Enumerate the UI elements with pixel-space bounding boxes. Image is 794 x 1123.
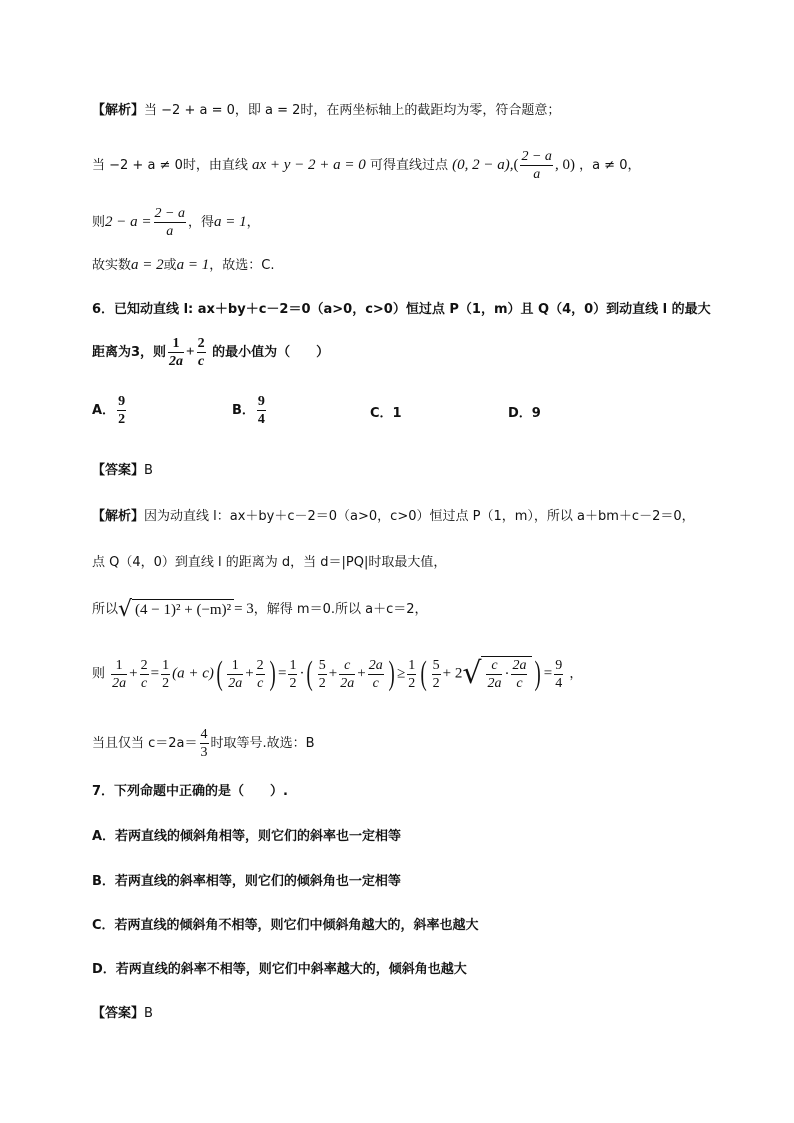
numerator: 1 [111, 657, 127, 675]
question-6-stem-line-1: 6．已知动直线 l: ax＋by＋c－2＝0（a>0，c>0）恒过点 P（1，m）且 Q（4，0）到动直线 l 的最大 [92, 302, 711, 317]
plus-two: + 2 [442, 665, 463, 682]
denominator: c [257, 675, 264, 691]
numerator: 2 − a [154, 206, 185, 221]
question-7-stem: 7．下列命题中正确的是（ ）. [92, 784, 288, 799]
option-fraction [257, 393, 266, 428]
text: 当且仅当 c＝2a＝ [92, 736, 198, 751]
question-6-stem-line-2 [92, 335, 329, 370]
answer-value: B [144, 463, 153, 478]
text: 所以 [92, 602, 119, 617]
q7-option-a: A．若两直线的倾斜角相等，则它们的斜率也一定相等 [92, 829, 402, 844]
analysis-tag: 【解析】 [92, 509, 145, 524]
solution-line-4 [92, 656, 582, 692]
numerator: 1 [162, 657, 170, 673]
result-2: a = 1 [176, 257, 210, 273]
text: ， [569, 666, 583, 682]
denominator: 2 [408, 675, 416, 691]
fraction-c-2a [339, 657, 355, 692]
numerator: 1 [289, 657, 297, 673]
denominator: 2a [169, 354, 184, 369]
text: 可得直线过点 [369, 158, 448, 173]
fraction-9-4 [554, 657, 563, 692]
q7-option-b: B．若两直线的斜率相等，则它们的倾斜角也一定相等 [92, 874, 401, 889]
greater-equal: ≥ [397, 665, 406, 682]
option-label: B． [232, 403, 255, 418]
option-c: C．1 [370, 406, 402, 421]
square-root: √ $\frac{c}{2a}$ · $\frac{2a}{c}$ [462, 656, 532, 692]
analysis-line-3 [92, 205, 260, 240]
denominator: 2 [432, 675, 440, 691]
denominator: c [516, 676, 523, 691]
equals: = 3 [234, 601, 254, 617]
fraction-c-2a [486, 657, 502, 692]
text: ，解得 m＝0.所以 a＋c＝2， [253, 602, 428, 617]
q7-option-d: D．若两直线的斜率不相等，则它们中斜率越大的，倾斜角也越大 [92, 962, 467, 977]
plus: + [129, 665, 138, 682]
text: 距离为3，则 [92, 345, 167, 360]
solution-line-1 [92, 507, 695, 527]
equals: = [543, 665, 553, 682]
denominator: c [198, 354, 205, 369]
equals: = [278, 665, 287, 682]
text: ，得 [187, 215, 214, 230]
fraction-4-3 [200, 726, 209, 761]
fraction [154, 205, 186, 240]
equals: = [150, 665, 160, 682]
numerator: 1 [168, 335, 184, 353]
text: 或 [163, 258, 177, 273]
option-a [92, 393, 128, 428]
text: ，a ≠ 0， [579, 158, 641, 173]
plus: + [245, 665, 254, 682]
fraction-1 [168, 335, 184, 370]
solution-line-3 [92, 596, 428, 622]
denominator: 2a [340, 675, 355, 691]
paren-open: ( [216, 655, 223, 692]
text: 故实数 [92, 258, 132, 273]
denominator: 4 [555, 675, 563, 691]
denominator: 2 [162, 675, 170, 691]
denominator: 4 [257, 412, 265, 427]
paren-open: ( [307, 655, 314, 692]
option-fraction [117, 393, 126, 428]
analysis-line-1 [92, 101, 560, 121]
numerator: 2 − a [521, 149, 552, 164]
numerator: 2 [140, 657, 148, 673]
equation-lhs: 2 − a = [105, 214, 152, 230]
answer-line [92, 461, 153, 481]
numerator: 9 [257, 394, 265, 409]
numerator: 1 [227, 657, 243, 675]
denominator: 2a [112, 675, 127, 691]
numerator: 2 [197, 336, 205, 351]
answer-tag: 【答案】 [92, 463, 145, 478]
solution-line-2: 点 Q（4，0）到直线 l 的距离为 d，当 d＝|PQ|时取最大值， [92, 555, 447, 570]
option-b [232, 393, 268, 428]
text: 则 [92, 666, 106, 682]
numerator: 1 [408, 657, 416, 673]
result-1: a = 2 [131, 257, 164, 273]
denominator: 3 [200, 745, 208, 760]
fraction-half [407, 657, 416, 692]
dot: · [504, 666, 510, 682]
numerator: 2a [512, 658, 527, 673]
plus: + [328, 665, 338, 682]
paren: ( [513, 157, 519, 173]
text: 的最小值为（ ） [212, 345, 330, 360]
denominator: a [533, 167, 541, 182]
point-1: (0, 2 − a), [452, 157, 514, 173]
numerator: c [486, 657, 502, 675]
numerator: 2a [368, 657, 383, 673]
text: ，故选：C. [209, 258, 275, 273]
fraction-2-c [140, 657, 149, 692]
numerator: c [339, 657, 355, 675]
sum-ac: (a + c) [172, 665, 214, 682]
text: 当 −2 + a ≠ 0时，由直线 [92, 158, 248, 173]
denominator: 2 [289, 675, 297, 691]
q7-answer-line [92, 1004, 153, 1024]
paren: , 0) [554, 157, 575, 173]
fraction-2a-c [368, 657, 384, 692]
answer-value: B [144, 1006, 153, 1021]
numerator: 4 [200, 727, 208, 742]
analysis-line-4 [92, 255, 275, 276]
result: a = 1 [213, 214, 247, 230]
denominator: c [141, 675, 148, 691]
analysis-text: 当 −2 + a = 0，即 a = 2时，在两坐标轴上的截距均为零，符合题意； [144, 103, 561, 118]
paren-close: ) [388, 655, 395, 692]
square-root: √ (4 − 1)² + (−m)² [118, 599, 234, 620]
analysis-line-2 [92, 148, 640, 183]
paren-close: ) [269, 655, 276, 692]
numerator: 9 [555, 657, 563, 673]
fraction-2 [197, 335, 206, 370]
answer-tag: 【答案】 [92, 1006, 145, 1021]
radicand: (4 − 1)² + (−m)² [132, 599, 234, 620]
denominator: 2 [318, 675, 326, 691]
line-equation: ax + y − 2 + a = 0 [252, 157, 366, 173]
option-d: D．9 [508, 406, 541, 421]
fraction-1-2a [227, 657, 243, 692]
fraction-1-2a [111, 657, 127, 692]
solution-line-5 [92, 726, 315, 761]
denominator: 2 [118, 412, 126, 427]
fraction-half [161, 657, 170, 692]
numerator: 2 [256, 657, 264, 673]
option-label: A． [92, 403, 116, 418]
fraction [520, 148, 552, 183]
plus: + [186, 344, 195, 360]
text: ， [246, 215, 260, 230]
dot: · [299, 665, 305, 682]
numerator: 9 [118, 394, 126, 409]
fraction-2-c [256, 657, 265, 692]
fraction-2a-c [511, 657, 527, 692]
denominator: 2a [228, 675, 243, 691]
numerator: 5 [432, 657, 440, 673]
numerator: 5 [318, 657, 326, 673]
paren-close: ) [535, 655, 542, 692]
fraction-5-2 [318, 657, 327, 692]
fraction-5-2 [432, 657, 441, 692]
radicand [481, 656, 532, 692]
denominator: 2a [487, 676, 502, 691]
paren-open: ( [420, 655, 428, 692]
text: 时取等号.故选：B [210, 736, 315, 751]
text: 则 [92, 215, 106, 230]
fraction-half [288, 657, 297, 692]
analysis-tag: 【解析】 [92, 103, 145, 118]
denominator: a [166, 224, 174, 239]
solution-text: 因为动直线 l：ax＋by＋c－2＝0（a>0，c>0）恒过点 P（1，m），所以 a＋bm＋c－2＝0， [144, 509, 695, 524]
denominator: c [372, 675, 379, 691]
q7-option-c: C．若两直线的倾斜角不相等，则它们中倾斜角越大的，斜率也越大 [92, 918, 479, 933]
plus: + [357, 665, 366, 682]
